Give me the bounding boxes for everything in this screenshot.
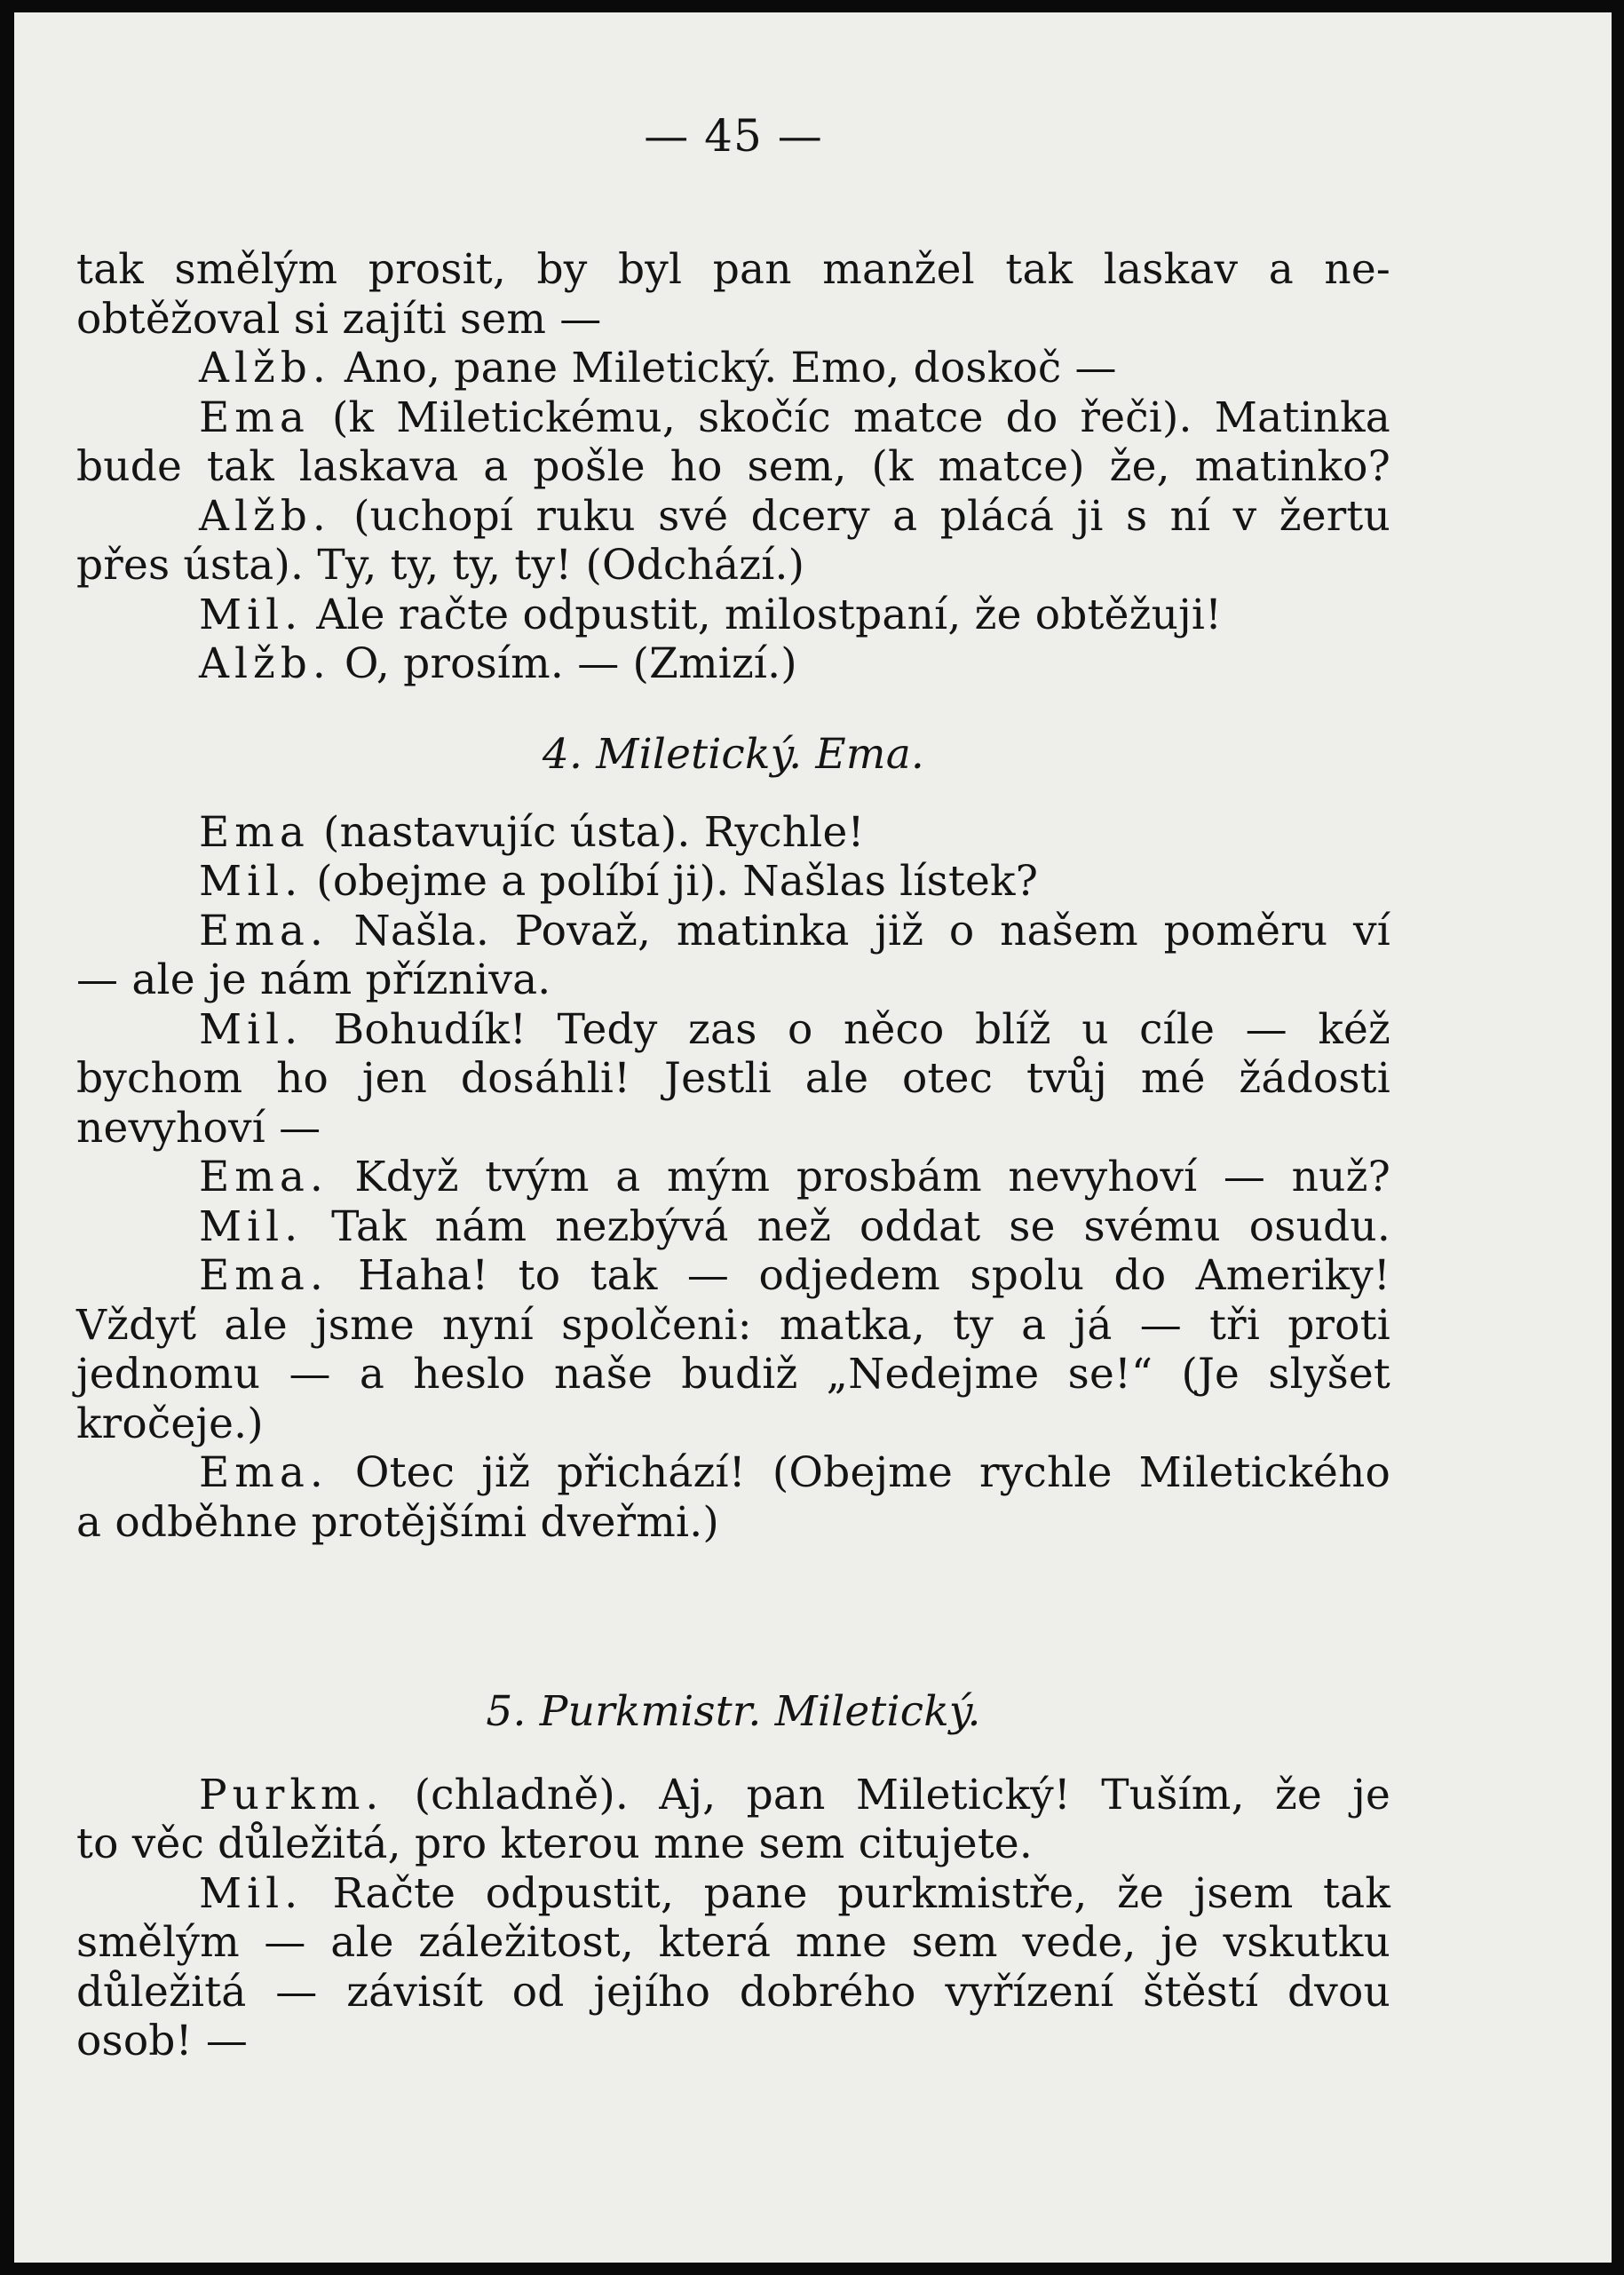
line-text: Bohudík! Tedy zas o něco blíž u cíle — kéž	[303, 1004, 1390, 1054]
line-text: Vždyť ale jsme nyní spolčeni: matka, ty a já — tři proti	[76, 1300, 1390, 1350]
line-text: Otec již přichází! (Obejme rychle Miletického	[328, 1448, 1390, 1497]
line-text: Tak nám nezbývá než oddat se svému osudu.	[303, 1201, 1390, 1251]
text-line	[76, 442, 1390, 492]
line-text: smělým — ale záležitost, která mne sem vede, je vskutku	[76, 1918, 1390, 1967]
text-line	[76, 591, 1390, 640]
text-line	[76, 492, 1390, 542]
scene-heading-4: 4. Miletický. Ema.	[542, 730, 925, 779]
text-line	[76, 639, 1390, 689]
text-block-2	[76, 730, 1390, 1547]
text-line	[76, 1350, 1390, 1399]
line-text: (chladně). Aj, pan Miletický! Tuším, že je	[384, 1770, 1390, 1819]
line-text: (obejme a políbí ji). Našlas lístek?	[303, 857, 1039, 906]
scene-5-dialogue	[76, 1771, 1390, 2066]
text-line	[76, 1153, 1390, 1202]
line-text: Našla. Považ, matinka již o našem poměru ví	[328, 906, 1390, 955]
text-line	[76, 907, 1390, 956]
text-line	[76, 1448, 1390, 1498]
text-line	[76, 857, 1390, 907]
text-line	[76, 1968, 1390, 2017]
text-line	[76, 1869, 1390, 1919]
speaker-name: Mil.	[199, 1201, 304, 1251]
speaker-name: Ema.	[199, 1251, 329, 1300]
speaker-name: Mil.	[199, 1868, 304, 1918]
line-text: kročeje.)	[76, 1399, 264, 1448]
speaker-name: Purkm.	[199, 1770, 384, 1819]
line-text: jednomu — a heslo naše budiž „Nedejme se!“ (Je slyšet	[76, 1350, 1390, 1399]
text-line	[76, 393, 1390, 443]
speaker-name: Alžb.	[199, 491, 331, 541]
speaker-name: Ema.	[199, 1153, 329, 1201]
text-block-1	[76, 245, 1390, 689]
text-line	[76, 1202, 1390, 1252]
speaker-name: Mil.	[199, 857, 304, 906]
text-line	[76, 1301, 1390, 1351]
line-text: — ale je nám přízniva.	[76, 955, 551, 1004]
speaker-name: Alžb.	[199, 344, 331, 392]
text-line	[76, 2017, 1390, 2066]
text-block-3	[76, 1687, 1390, 2066]
speaker-name: Ema	[199, 392, 310, 442]
line-text: bude tak laskava a pošle ho sem, (k matce) že, matinko?	[76, 442, 1390, 491]
scene-heading-5: 5. Purkmistr. Miletický.	[486, 1687, 981, 1736]
line-text: tak smělým prosit, by byl pan manžel tak laskav a ne-	[76, 245, 1390, 294]
line-text: a odběhne protějšími dveřmi.)	[76, 1497, 719, 1547]
text-line	[76, 1251, 1390, 1301]
speaker-name: Alžb.	[199, 639, 331, 688]
line-text: Ano, pane Miletický. Emo, doskoč —	[330, 344, 1117, 392]
text-line	[76, 245, 1390, 295]
line-text: bychom ho jen dosáhli! Jestli ale otec tvůj mé žádosti	[76, 1054, 1390, 1103]
speaker-name: Ema	[199, 807, 310, 857]
speaker-name: Mil.	[199, 590, 304, 639]
line-text: (k Miletickému, skočíc matce do řeči). Matinka	[309, 392, 1390, 442]
line-text: (uchopí ruku své dcery a plácá ji s ní v žertu	[330, 491, 1390, 541]
speaker-name: Mil.	[199, 1004, 304, 1054]
text-line	[76, 1498, 1390, 1548]
text-line	[76, 1918, 1390, 1968]
text-line	[76, 1819, 1390, 1869]
line-text: Haha! to tak — odjedem spolu do Ameriky!	[328, 1251, 1390, 1300]
line-text: Račte odpustit, pane purkmistře, že jsem tak	[303, 1868, 1390, 1918]
scene-4-dialogue	[76, 808, 1390, 1548]
line-text: přes ústa). Ty, ty, ty, ty! (Odchází.)	[76, 541, 805, 590]
text-line	[76, 1399, 1390, 1449]
line-text: osob! —	[76, 2017, 249, 2065]
text-line	[76, 1005, 1390, 1055]
text-line	[76, 541, 1390, 591]
book-page	[14, 12, 1612, 2263]
line-text: Ale račte odpustit, milostpaní, že obtěžuji!	[303, 590, 1223, 639]
text-line	[76, 955, 1390, 1005]
speaker-name: Ema.	[199, 1448, 329, 1497]
text-line	[76, 1771, 1390, 1820]
line-text: O, prosím. — (Zmizí.)	[330, 639, 797, 688]
text-line	[76, 1054, 1390, 1104]
text-line	[76, 1104, 1390, 1153]
line-text: Když tvým a mým prosbám nevyhoví — nuž?	[328, 1153, 1390, 1201]
line-text: to věc důležitá, pro kterou mne sem citujete.	[76, 1819, 1034, 1868]
line-text: nevyhoví —	[76, 1103, 321, 1153]
line-text: (nastavujíc ústa). Rychle!	[309, 807, 865, 857]
page-number: — 45 —	[644, 110, 823, 162]
text-line	[76, 295, 1390, 345]
text-line	[76, 344, 1390, 393]
line-text: obtěžoval si zajíti sem —	[76, 294, 602, 344]
line-text: důležitá — závisít od jejího dobrého vyřízení štěstí dvou	[76, 1967, 1390, 2017]
text-line	[76, 808, 1390, 858]
speaker-name: Ema.	[199, 906, 329, 955]
